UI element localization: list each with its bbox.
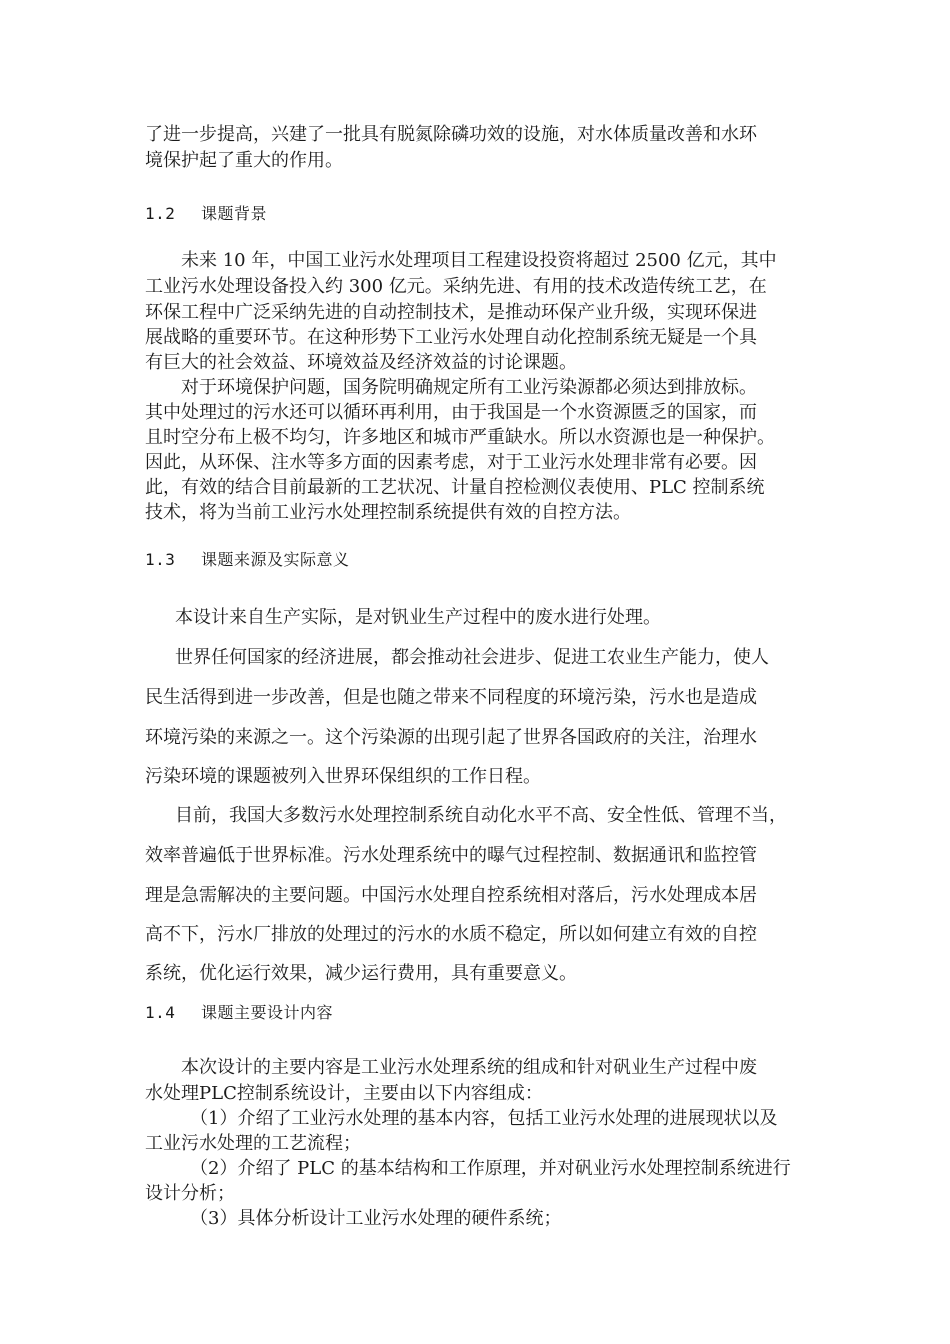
section-heading-1-3 <box>145 548 350 572</box>
section-heading-1-4 <box>145 1001 333 1025</box>
paragraph-line: 其中处理过的污水还可以循环再利用，由于我国是一个水资源匮乏的国家，而 <box>145 402 757 423</box>
paragraph-line: 因此，从环保、注水等多方面的因素考虑，对于工业污水处理非常有必要。因 <box>145 452 757 473</box>
section-heading-1-2 <box>145 202 267 226</box>
list-item: （3）具体分析设计工业污水处理的硬件系统； <box>190 1208 562 1229</box>
paragraph-line: 有巨大的社会效益、环境效益及经济效益的讨论课题。 <box>145 352 577 373</box>
paragraph-line: 且时空分布上极不均匀，许多地区和城市严重缺水。所以水资源也是一种保护。 <box>145 427 775 448</box>
paragraph-line: 未来 10 年，中国工业污水处理项目工程建设投资将超过 2500 亿元，其中 <box>181 250 777 271</box>
intro-line-1: 了进一步提高，兴建了一批具有脱氮除磷功效的设施，对水体质量改善和水环 <box>145 124 757 145</box>
paragraph-line: 工业污水处理设备投入约 300 亿元。采纳先进、有用的技术改造传统工艺，在 <box>145 276 767 297</box>
paragraph-line: 系统，优化运行效果，减少运行费用，具有重要意义。 <box>145 963 577 984</box>
section-number: 1.4 <box>145 1003 176 1022</box>
paragraph-line: 此，有效的结合目前最新的工艺状况、计量自控检测仪表使用、PLC 控制系统 <box>145 477 765 498</box>
paragraph-line: 理是急需解决的主要问题。中国污水处理自控系统相对落后，污水处理成本居 <box>145 885 757 906</box>
section-title: 课题主要设计内容 <box>201 1003 334 1022</box>
paragraph-line: 世界任何国家的经济进展，都会推动社会进步、促进工农业生产能力，使人 <box>175 647 769 668</box>
paragraph-line: 效率普遍低于世界标准。污水处理系统中的曝气过程控制、数据通讯和监控管 <box>145 845 757 866</box>
paragraph-line: 对于环境保护问题，国务院明确规定所有工业污染源都必须达到排放标。 <box>181 377 757 398</box>
paragraph-line: 展战略的重要环节。在这种形势下工业污水处理自动化控制系统无疑是一个具 <box>145 327 757 348</box>
paragraph-line: 本设计来自生产实际，是对钒业生产过程中的废水进行处理。 <box>175 607 661 628</box>
section-number: 1.2 <box>145 204 176 223</box>
paragraph-line: 民生活得到进一步改善，但是也随之带来不同程度的环境污染，污水也是造成 <box>145 687 757 708</box>
section-title: 课题来源及实际意义 <box>201 550 350 569</box>
paragraph-line: 技术，将为当前工业污水处理控制系统提供有效的自控方法。 <box>145 502 631 523</box>
paragraph-line: 环保工程中广泛采纳先进的自动控制技术，是推动环保产业升级，实现环保进 <box>145 302 757 323</box>
list-item: 工业污水处理的工艺流程； <box>145 1133 361 1154</box>
intro-line-2: 境保护起了重大的作用。 <box>145 150 343 171</box>
paragraph-line: 目前，我国大多数污水处理控制系统自动化水平不高、安全性低、管理不当， <box>175 805 787 826</box>
section-number: 1.3 <box>145 550 176 569</box>
paragraph-line: 环境污染的来源之一。这个污染源的出现引起了世界各国政府的关注，治理水 <box>145 727 757 748</box>
section-title: 课题背景 <box>201 204 268 223</box>
paragraph-line: 水处理PLC控制系统设计，主要由以下内容组成： <box>145 1083 543 1104</box>
paragraph-line: 污染环境的课题被列入世界环保组织的工作日程。 <box>145 766 541 787</box>
list-item: （2）介绍了 PLC 的基本结构和工作原理，并对矾业污水处理控制系统进行 <box>190 1158 791 1179</box>
paragraph-line: 高不下，污水厂排放的处理过的污水的水质不稳定，所以如何建立有效的自控 <box>145 924 757 945</box>
list-item: 设计分析； <box>145 1183 235 1204</box>
list-item: （1）介绍了工业污水处理的基本内容，包括工业污水处理的进展现状以及 <box>190 1108 778 1129</box>
paragraph-line: 本次设计的主要内容是工业污水处理系统的组成和针对矾业生产过程中废 <box>181 1057 757 1078</box>
